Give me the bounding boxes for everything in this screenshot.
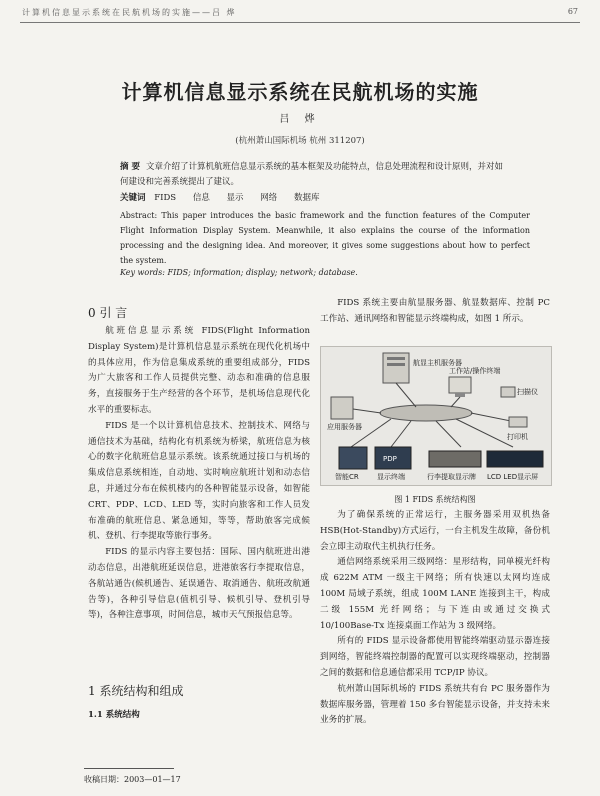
server-slot	[387, 363, 405, 366]
keywords-cn	[120, 191, 510, 203]
scanner-shape	[501, 387, 515, 397]
paragraph: 杭州萧山国际机场的 FIDS 系统共有台 PC 服务器作为数据库服务器，管理着 150 多台智能显示设备，并支持未来业务的扩展。	[320, 683, 550, 726]
paragraph: 所有的 FIDS 显示设备都使用智能终端驱动显示器连接到网络，智能终端控制器的配置可以实现终端驱动，控制器之间的数据和信息通信都采用 TCP/IP 协议。	[320, 636, 550, 678]
link-line	[353, 409, 381, 413]
keyword: 网络	[260, 193, 278, 203]
footnote-divider	[84, 768, 174, 769]
baggage-board-label: 行李提取显示牌	[427, 473, 476, 481]
figure-1-diagram	[321, 347, 551, 485]
paragraph: 通信网络系统采用三级网络：星形结构，同单模光纤构成 622M ATM 一级主干网络；所有快速以太网均连成 100M 局域子系统，组成 100M LANE 连接到主干，构成二级 155M 光纤网络；与下连由或通过交换式 10/100Base-Tx 连接桌面工作站为 3 级网络。	[320, 557, 550, 631]
smart-cr-terminal	[339, 447, 367, 469]
display-terminal-label: 显示终端	[377, 473, 405, 481]
right-col-body	[320, 508, 550, 729]
section-0-heading: 0 引 言	[88, 306, 128, 320]
abstract-cn-label: 摘 要	[120, 162, 140, 172]
paragraph: FIDS 的显示内容主要包括：国际、国内航班进出港动态信息，出港航班延误信息，进港旅客行李提取信息，各航站通告(候机通告、延误通告、取消通告、航班改航通告等)，各种引导信息(值机引导、候机引导、登机引导等)，各种注意事项，时间信息，城市天气预报信息等。	[88, 547, 310, 621]
server-label: 航显主机服务器	[413, 359, 462, 367]
pdp-label: PDP	[383, 455, 397, 463]
led-screen	[487, 451, 543, 467]
link-line	[436, 421, 461, 447]
keywords-cn-label: 关键词	[120, 193, 146, 203]
figure-1	[320, 346, 552, 486]
abstract-cn-text: 文章介绍了计算机航班信息显示系统的基本框架及功能特点，信息处理流程和设计原则，并对如何建设和完善系统提出了建议。	[120, 162, 503, 187]
app-server-shape	[331, 397, 353, 419]
figure-1-caption: 图 1 FIDS 系统结构图	[394, 495, 476, 504]
keyword: FIDS	[154, 193, 177, 203]
workstation-monitor	[449, 377, 471, 393]
abstract-cn	[120, 160, 510, 190]
link-line	[396, 383, 416, 407]
link-line	[451, 397, 460, 407]
paragraph: FIDS 是一个以计算机信息技术、控制技术、网络与通信技术为基础，结构化有机系统为桥梁，航班信息为核心的数字化航班信息显示系统。该系统通过接口与机场的集成信息系统相连，自动地、实时响应航班计划和动态信息，并通过分布在候机楼内的各种智能显示设备，如智能 CRT、PDP、LCD、LED 等，实时向旅客和工作人员发布准确的航班信息、紧急通知，等等，帮助旅客完成候机、登机、行李提取等旅行事务。	[88, 420, 310, 542]
keyword: 信息	[192, 193, 210, 203]
received-date: 收稿日期：2003—01—17	[84, 775, 181, 784]
paragraph: FIDS 系统主要由航显服务器、航显数据库、控制 PC 工作站、通讯网络和智能显示终端构成，如图 1 所示。	[320, 298, 550, 324]
right-col-intro	[320, 296, 550, 328]
section-0-body	[88, 324, 310, 624]
app-server-label: 应用服务器	[327, 423, 362, 431]
keywords-en: Key words: FIDS; information; display; network; database.	[120, 268, 358, 277]
printer-label: 打印机	[507, 433, 528, 441]
printer-shape	[509, 417, 527, 427]
keyword: 数据库	[293, 193, 320, 203]
author: 吕 烨	[279, 114, 321, 125]
link-line	[456, 419, 513, 447]
link-line	[471, 413, 511, 421]
paragraph: 为了确保系统的正常运行，主服务器采用双机热备 HSB(Hot-Standby)方式运行，一台主机发生故障，备份机会立即主动取代主机执行任务。	[320, 510, 550, 552]
workstation-stand	[455, 393, 465, 397]
paragraph: 航班信息显示系统 FIDS(Flight Information Display System)是计算机信息显示系统在现代化机场中的具体应用，作为信息集成系统的重要组成部分，FIDS 为广大旅客和工作人员提供完整、动态和准确的信息服务，直接服务于生产经营的各个环节，是机场信息现代化水平的重要标志。	[88, 326, 310, 415]
baggage-board	[429, 451, 481, 467]
scanner-label: 扫描仪	[517, 388, 538, 396]
link-line	[391, 421, 411, 447]
led-screen-label: LCD LED显示屏	[487, 473, 539, 481]
workstation-label: 工作站/操作终端	[449, 367, 501, 375]
section-1-heading: 1 系统结构和组成	[88, 684, 184, 698]
header-divider	[20, 22, 580, 23]
server-slot	[387, 357, 405, 360]
subsection-1-1-heading: 1.1 系统结构	[88, 710, 140, 720]
affiliation: (杭州萧山国际机场 杭州 311207)	[235, 136, 365, 146]
paper-title: 计算机信息显示系统在民航机场的实施	[121, 80, 479, 104]
smart-cr-label: 智能CR	[335, 473, 359, 481]
abstract-en: Abstract: This paper introduces the basic framework and the function features of the Computer Flight Information Display System. Meanwhile, it also explains the course of the information processing and the designing idea. And moreover, it gives some suggestions about how to perfect the system.	[120, 211, 530, 265]
keyword: 显示	[226, 193, 244, 203]
network-hub	[380, 405, 472, 421]
running-title: 计算机信息显示系统在民航机场的实施——吕 烨	[22, 8, 237, 17]
page-number: 67	[567, 7, 578, 16]
